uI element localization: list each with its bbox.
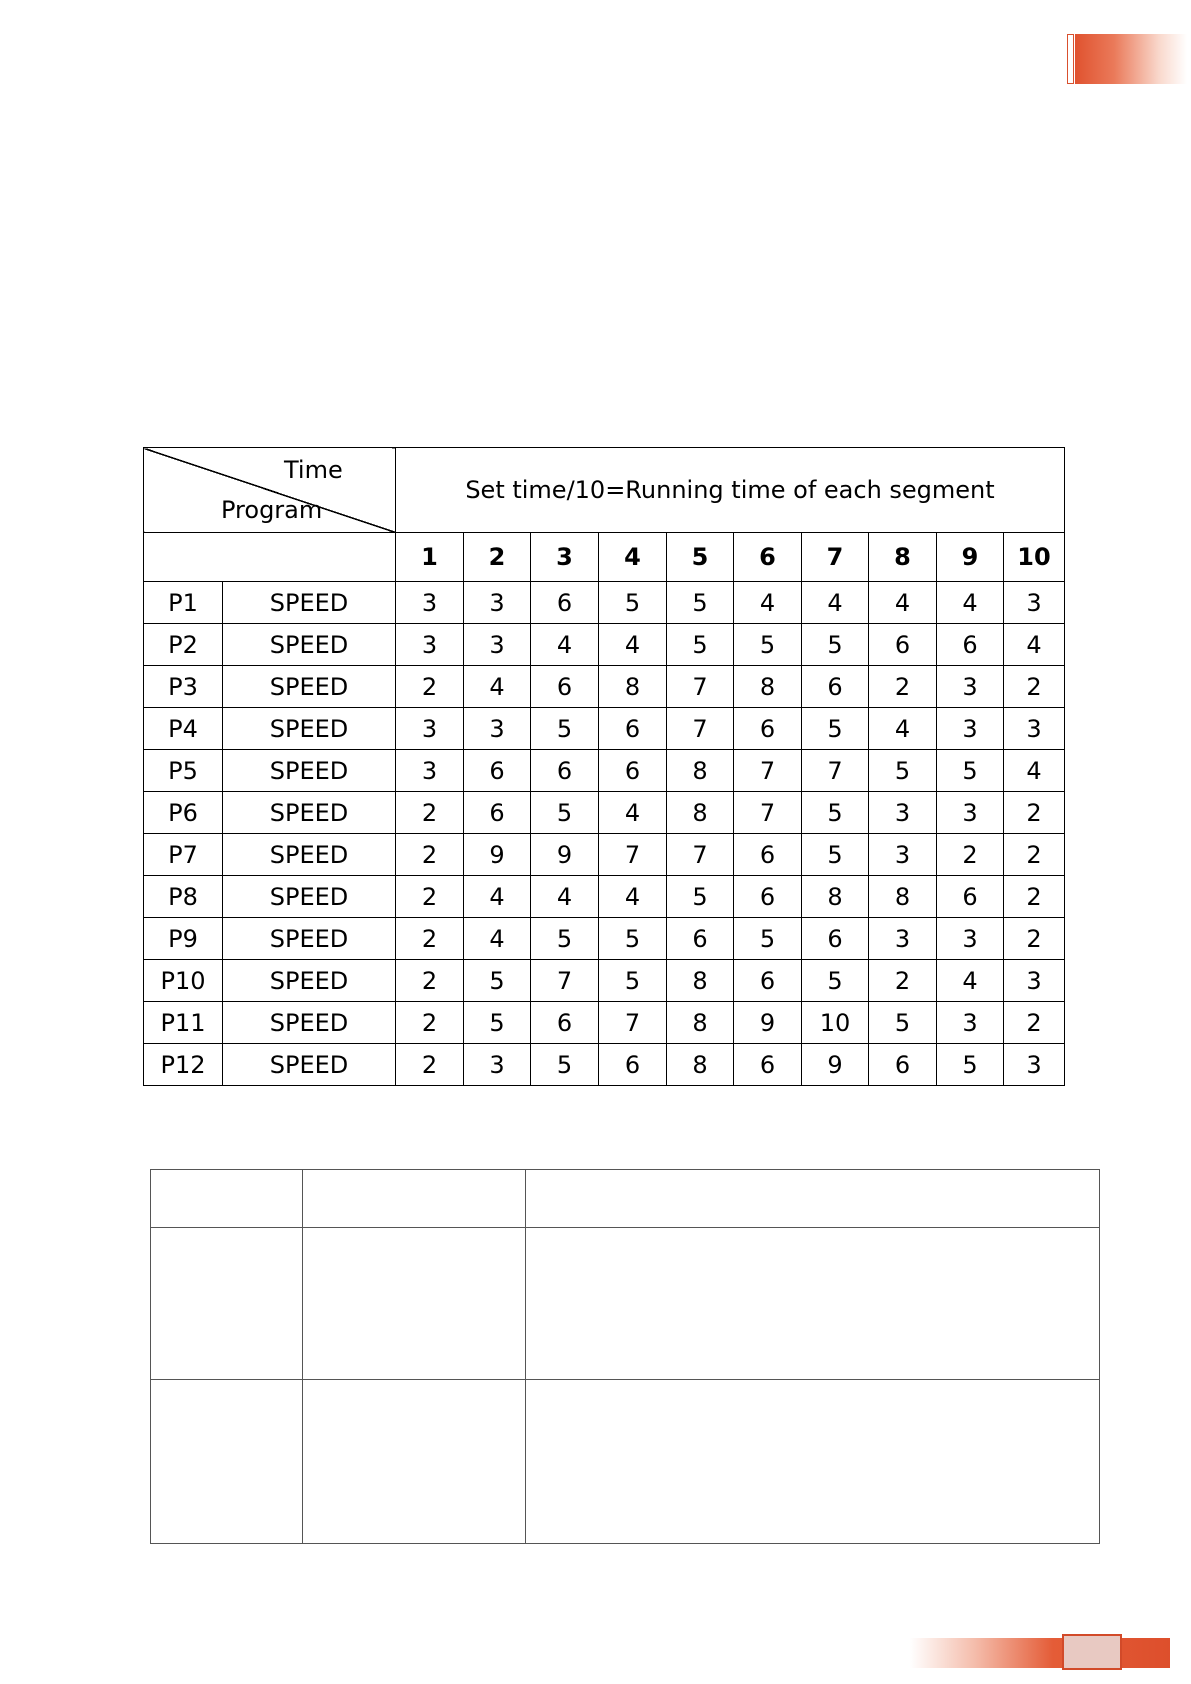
table-row [144, 918, 1065, 960]
speed-value-cell: 4 [1004, 750, 1065, 792]
speed-label-cell: SPEED [223, 624, 396, 666]
speed-value-cell: 5 [667, 582, 734, 624]
speed-label-cell: SPEED [223, 834, 396, 876]
empty-cell [303, 1170, 526, 1228]
speed-value-cell: 8 [802, 876, 869, 918]
speed-value-cell: 2 [396, 1044, 464, 1086]
speed-value-cell: 6 [599, 1044, 667, 1086]
speed-value-cell: 5 [869, 1002, 937, 1044]
speed-label-cell: SPEED [223, 750, 396, 792]
table-row [144, 960, 1065, 1002]
speed-value-cell: 2 [869, 960, 937, 1002]
speed-value-cell: 7 [734, 750, 802, 792]
empty-cell [526, 1380, 1100, 1544]
speed-value-cell: 9 [734, 1002, 802, 1044]
speed-value-cell: 5 [667, 624, 734, 666]
speed-value-cell: 6 [734, 960, 802, 1002]
speed-value-cell: 6 [802, 666, 869, 708]
speed-value-cell: 4 [869, 582, 937, 624]
speed-value-cell: 3 [396, 708, 464, 750]
speed-value-cell: 7 [599, 834, 667, 876]
program-cell: P8 [144, 876, 223, 918]
table-row [144, 624, 1065, 666]
program-cell: P11 [144, 1002, 223, 1044]
speed-value-cell: 6 [869, 624, 937, 666]
speed-value-cell: 6 [734, 1044, 802, 1086]
speed-value-cell: 4 [1004, 624, 1065, 666]
program-cell: P12 [144, 1044, 223, 1086]
program-cell: P7 [144, 834, 223, 876]
program-cell: P4 [144, 708, 223, 750]
bottom-tab-gradient-bar [910, 1638, 1170, 1668]
speed-value-cell: 8 [667, 960, 734, 1002]
segment-number: 4 [599, 533, 667, 582]
speed-value-cell: 5 [599, 918, 667, 960]
speed-label-cell: SPEED [223, 708, 396, 750]
bottom-corner-tab [910, 1632, 1170, 1672]
program-cell: P1 [144, 582, 223, 624]
speed-value-cell: 4 [531, 876, 599, 918]
speed-value-cell: 5 [802, 708, 869, 750]
speed-label-cell: SPEED [223, 876, 396, 918]
speed-value-cell: 4 [464, 666, 531, 708]
empty-cell [303, 1228, 526, 1380]
speed-value-cell: 5 [937, 1044, 1004, 1086]
speed-value-cell: 2 [396, 666, 464, 708]
speed-value-cell: 4 [937, 582, 1004, 624]
speed-value-cell: 8 [667, 792, 734, 834]
speed-label-cell: SPEED [223, 960, 396, 1002]
corner-program-label: Program [221, 496, 323, 524]
segment-number-row [144, 533, 1065, 582]
speed-value-cell: 4 [599, 624, 667, 666]
speed-value-cell: 4 [869, 708, 937, 750]
program-cell: P6 [144, 792, 223, 834]
speed-value-cell: 5 [464, 960, 531, 1002]
speed-value-cell: 5 [599, 582, 667, 624]
speed-value-cell: 6 [802, 918, 869, 960]
table-row [144, 834, 1065, 876]
speed-value-cell: 6 [734, 876, 802, 918]
table-row [144, 666, 1065, 708]
segment-number: 9 [937, 533, 1004, 582]
speed-label-cell: SPEED [223, 1044, 396, 1086]
segment-number: 10 [1004, 533, 1065, 582]
speed-value-cell: 5 [464, 1002, 531, 1044]
table-row [144, 1002, 1065, 1044]
speed-value-cell: 5 [531, 708, 599, 750]
speed-value-cell: 7 [734, 792, 802, 834]
table-row [144, 708, 1065, 750]
speed-value-cell: 4 [531, 624, 599, 666]
speed-value-cell: 7 [667, 708, 734, 750]
speed-value-cell: 5 [531, 1044, 599, 1086]
speed-value-cell: 8 [734, 666, 802, 708]
speed-value-cell: 6 [869, 1044, 937, 1086]
speed-value-cell: 5 [531, 918, 599, 960]
speed-value-cell: 6 [734, 708, 802, 750]
speed-value-cell: 6 [599, 708, 667, 750]
top-tab-gradient-bar [1075, 34, 1187, 84]
speed-value-cell: 3 [937, 1002, 1004, 1044]
segment-number: 5 [667, 533, 734, 582]
speed-value-cell: 4 [464, 918, 531, 960]
speed-value-cell: 5 [734, 624, 802, 666]
table-header-row [144, 448, 1065, 533]
speed-value-cell: 6 [937, 876, 1004, 918]
speed-value-cell: 3 [464, 582, 531, 624]
corner-time-label: Time [284, 456, 343, 484]
table-row [144, 876, 1065, 918]
table-row [144, 1044, 1065, 1086]
program-cell: P2 [144, 624, 223, 666]
top-corner-tab [1067, 34, 1187, 84]
speed-value-cell: 6 [734, 834, 802, 876]
speed-value-cell: 3 [1004, 708, 1065, 750]
speed-value-cell: 2 [1004, 834, 1065, 876]
speed-value-cell: 7 [599, 1002, 667, 1044]
speed-value-cell: 3 [396, 750, 464, 792]
speed-value-cell: 3 [396, 582, 464, 624]
speed-label-cell: SPEED [223, 582, 396, 624]
empty-cell [151, 1170, 303, 1228]
empty-form-table [150, 1169, 1100, 1544]
segment-number: 1 [396, 533, 464, 582]
empty-cell [151, 1228, 303, 1380]
empty-cell [526, 1228, 1100, 1380]
speed-label-cell: SPEED [223, 792, 396, 834]
speed-value-cell: 3 [937, 708, 1004, 750]
speed-value-cell: 6 [531, 666, 599, 708]
speed-value-cell: 7 [802, 750, 869, 792]
speed-value-cell: 5 [802, 792, 869, 834]
segment-header-title: Set time/10=Running time of each segment [396, 448, 1065, 533]
speed-value-cell: 2 [396, 1002, 464, 1044]
speed-value-cell: 2 [396, 834, 464, 876]
speed-value-cell: 2 [1004, 918, 1065, 960]
speed-value-cell: 8 [667, 1044, 734, 1086]
speed-value-cell: 9 [531, 834, 599, 876]
table-row [144, 750, 1065, 792]
speed-program-table [143, 447, 1065, 1086]
speed-value-cell: 3 [937, 918, 1004, 960]
speed-value-cell: 6 [531, 582, 599, 624]
speed-value-cell: 3 [937, 792, 1004, 834]
speed-value-cell: 2 [937, 834, 1004, 876]
top-tab-stripe [1067, 34, 1074, 84]
speed-value-cell: 3 [869, 834, 937, 876]
empty-cell [303, 1380, 526, 1544]
speed-value-cell: 3 [869, 918, 937, 960]
speed-value-cell: 3 [869, 792, 937, 834]
speed-value-cell: 2 [1004, 1002, 1065, 1044]
speed-value-cell: 2 [1004, 792, 1065, 834]
speed-value-cell: 6 [531, 750, 599, 792]
speed-value-cell: 3 [1004, 960, 1065, 1002]
segment-number: 3 [531, 533, 599, 582]
program-cell: P9 [144, 918, 223, 960]
speed-value-cell: 4 [802, 582, 869, 624]
speed-label-cell: SPEED [223, 918, 396, 960]
speed-value-cell: 2 [396, 792, 464, 834]
speed-value-cell: 4 [599, 792, 667, 834]
segment-number: 6 [734, 533, 802, 582]
speed-value-cell: 4 [937, 960, 1004, 1002]
speed-value-cell: 7 [667, 834, 734, 876]
speed-value-cell: 8 [667, 750, 734, 792]
speed-value-cell: 2 [396, 876, 464, 918]
program-cell: P10 [144, 960, 223, 1002]
empty-table-row [151, 1380, 1100, 1544]
speed-value-cell: 3 [464, 1044, 531, 1086]
speed-value-cell: 4 [734, 582, 802, 624]
speed-value-cell: 9 [802, 1044, 869, 1086]
program-cell: P5 [144, 750, 223, 792]
table-row [144, 582, 1065, 624]
speed-value-cell: 6 [937, 624, 1004, 666]
speed-value-cell: 3 [1004, 1044, 1065, 1086]
speed-value-cell: 2 [396, 918, 464, 960]
diagonal-corner-cell [144, 448, 396, 533]
speed-value-cell: 5 [802, 624, 869, 666]
speed-label-cell: SPEED [223, 666, 396, 708]
speed-value-cell: 5 [869, 750, 937, 792]
speed-value-cell: 2 [1004, 666, 1065, 708]
page-number-box [1062, 1634, 1122, 1670]
speed-value-cell: 7 [667, 666, 734, 708]
speed-value-cell: 2 [396, 960, 464, 1002]
speed-value-cell: 7 [531, 960, 599, 1002]
speed-value-cell: 5 [734, 918, 802, 960]
empty-table-row [151, 1228, 1100, 1380]
speed-value-cell: 3 [937, 666, 1004, 708]
speed-value-cell: 8 [667, 1002, 734, 1044]
speed-value-cell: 10 [802, 1002, 869, 1044]
speed-value-cell: 5 [667, 876, 734, 918]
speed-value-cell: 6 [531, 1002, 599, 1044]
segment-number: 7 [802, 533, 869, 582]
speed-value-cell: 6 [464, 792, 531, 834]
segment-row-blank-cell [144, 533, 396, 582]
empty-cell [151, 1380, 303, 1544]
speed-value-cell: 5 [531, 792, 599, 834]
speed-value-cell: 8 [869, 876, 937, 918]
speed-value-cell: 9 [464, 834, 531, 876]
speed-value-cell: 2 [869, 666, 937, 708]
speed-value-cell: 5 [937, 750, 1004, 792]
speed-value-cell: 3 [1004, 582, 1065, 624]
segment-number: 2 [464, 533, 531, 582]
speed-value-cell: 3 [464, 624, 531, 666]
speed-value-cell: 6 [464, 750, 531, 792]
speed-value-cell: 3 [464, 708, 531, 750]
speed-value-cell: 6 [667, 918, 734, 960]
speed-value-cell: 2 [1004, 876, 1065, 918]
speed-value-cell: 6 [599, 750, 667, 792]
speed-value-cell: 4 [599, 876, 667, 918]
empty-cell [526, 1170, 1100, 1228]
program-cell: P3 [144, 666, 223, 708]
speed-label-cell: SPEED [223, 1002, 396, 1044]
speed-value-cell: 5 [802, 834, 869, 876]
speed-value-cell: 5 [599, 960, 667, 1002]
empty-table-row [151, 1170, 1100, 1228]
speed-value-cell: 4 [464, 876, 531, 918]
segment-number: 8 [869, 533, 937, 582]
speed-value-cell: 5 [802, 960, 869, 1002]
speed-value-cell: 3 [396, 624, 464, 666]
speed-value-cell: 8 [599, 666, 667, 708]
table-row [144, 792, 1065, 834]
